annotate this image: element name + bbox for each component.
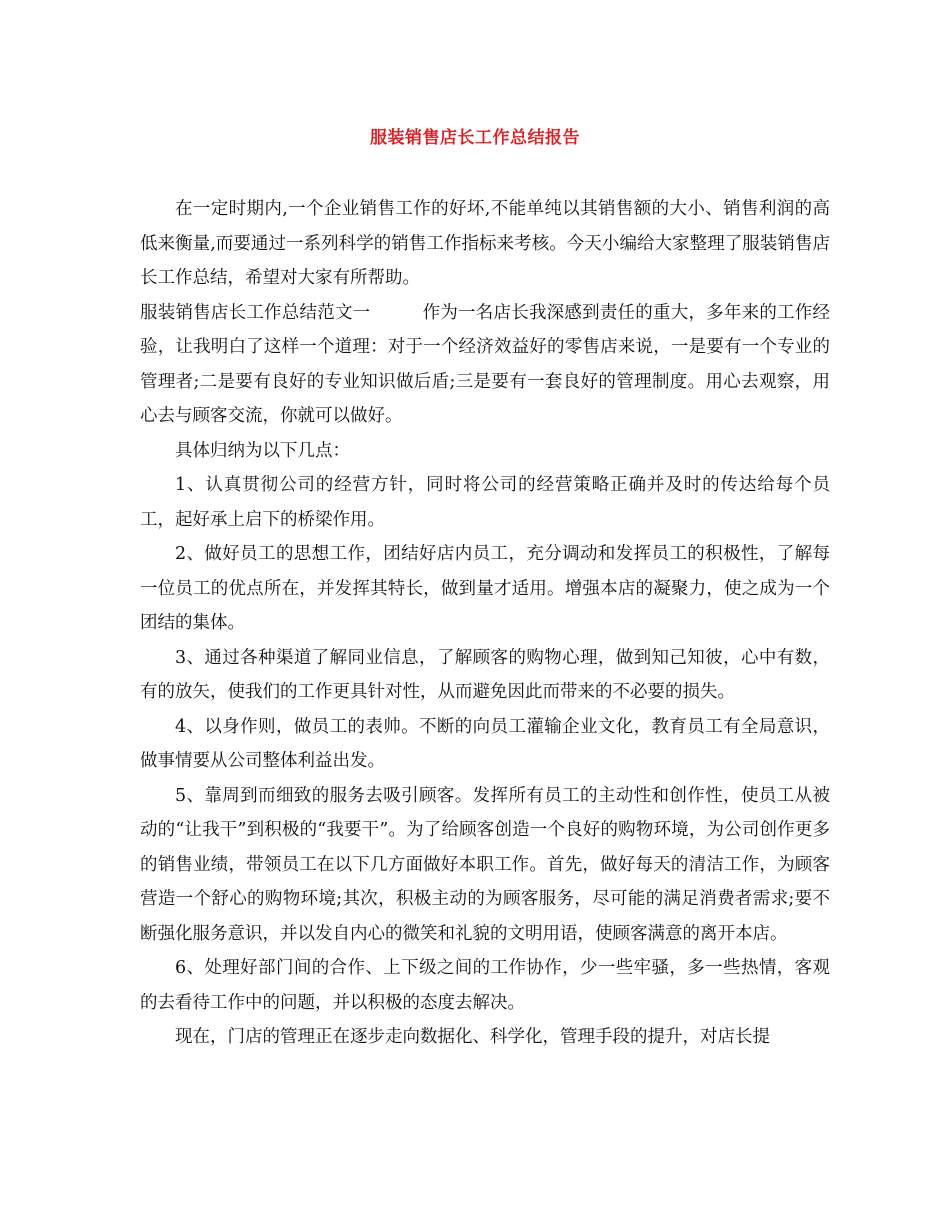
list-item-2: 2、做好员工的思想工作，团结好店内员工，充分调动和发挥员工的积极性，了解每一位员工的优点所在，并发挥其特长，做到量才适用。增强本店的凝聚力，使之成为一个团结的集体。 — [140, 544, 830, 633]
section-paragraph — [140, 296, 830, 434]
list-item-1: 1、认真贯彻公司的经营方针，同时将公司的经营策略正确并及时的传达给每个员工，起好承上启下的桥梁作用。 — [140, 475, 830, 530]
list-item-6: 6、处理好部门间的合作、上下级之间的工作协作，少一些牢骚，多一些热情，客观的去看待工作中的问题，并以积极的态度去解决。 — [140, 958, 830, 1013]
closing-paragraph: 现在，门店的管理正在逐步走向数据化、科学化，管理手段的提升，对店长提 — [175, 1027, 770, 1047]
section-intro: 作为一名店长我深感到责任的重大，多年来的工作经验，让我明白了这样一个道理：对于一个经济效益好的零售店来说，一是要有一个专业的管理者;二是要有良好的专业知识做后盾;三是要有一套良好的管理制度。用心去观察，用心去与顾客交流，你就可以做好。 — [140, 302, 831, 426]
list-item-3: 3、通过各种渠道了解同业信息，了解顾客的购物心理，做到知己知彼，心中有数，有的放矢，使我们的工作更具针对性，从而避免因此而带来的不必要的损失。 — [140, 647, 830, 702]
section-heading: 服装销售店长工作总结范文一 — [140, 302, 371, 323]
list-item-5: 5、靠周到而细致的服务去吸引顾客。发挥所有员工的主动性和创作性，使员工从被动的“让我干”到积极的“我要干”。为了给顾客创造一个良好的购物环境，为公司创作更多的销售业绩，带领员工在以下几方面做好本职工作。首先，做好每天的清洁工作，为顾客营造一个舒心的购物环境;其次，积极主动的为顾客服务，尽可能的满足消费者需求;要不断强化服务意识，并以发自内心的微笑和礼貌的文明用语，使顾客满意的离开本店。 — [140, 785, 830, 944]
list-item-4: 4、以身作则，做员工的表帅。不断的向员工灌输企业文化，教育员工有全局意识，做事情要从公司整体利益出发。 — [140, 716, 830, 771]
points-intro: 具体归纳为以下几点： — [175, 440, 350, 461]
document-body — [140, 192, 830, 1055]
document-title: 服装销售店长工作总结报告 — [370, 128, 580, 148]
intro-paragraph: 在一定时期内,一个企业销售工作的好坏,不能单纯以其销售额的大小、销售利润的高低来衡量,而要通过一系列科学的销售工作指标来考核。今天小编给大家整理了服装销售店长工作总结，希望对大家有所帮助。 — [140, 199, 830, 288]
